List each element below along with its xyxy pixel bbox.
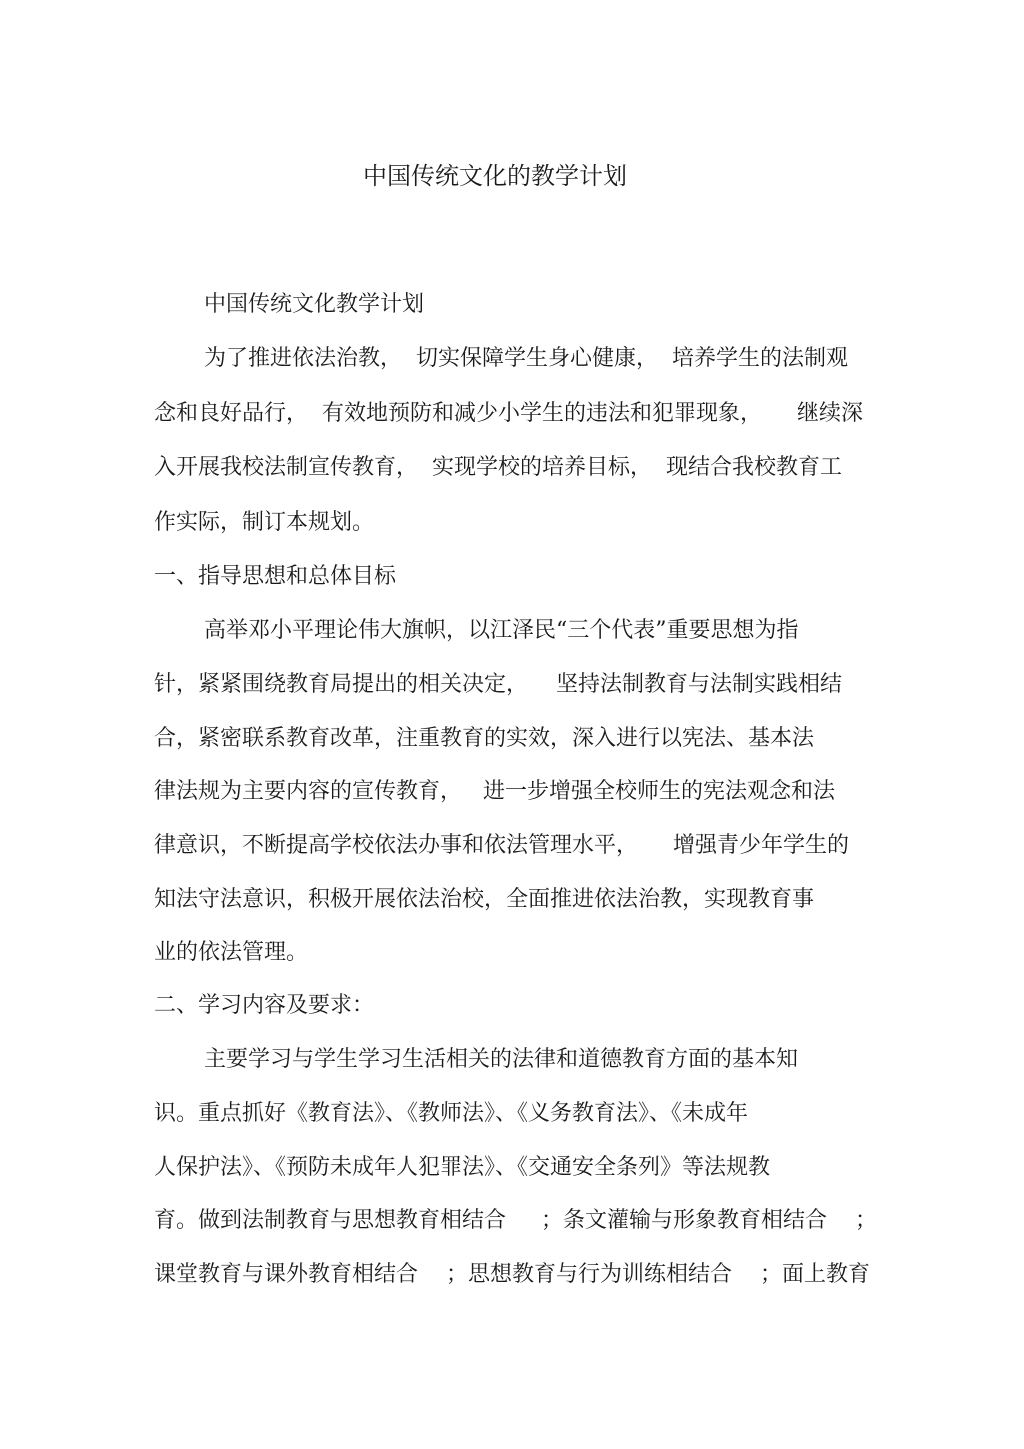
paragraph-line: 主要学习与学生学习生活相关的法律和道德教育方面的基本知	[204, 1047, 799, 1072]
paragraph-line: 知法守法意识，积极开展依法治校，全面推进依法治教，实现教育事	[154, 887, 815, 912]
paragraph-line: 育。做到法制教育与思想教育相结合 ；条文灌输与形象教育相结合 ；	[154, 1208, 877, 1233]
paragraph-line: 针，紧紧围绕教育局提出的相关决定， 坚持法制教育与法制实践相结	[154, 672, 842, 697]
document-subtitle: 中国传统文化教学计划	[204, 292, 425, 317]
paragraph-line: 业的依法管理。	[154, 940, 309, 965]
document-title: 中国传统文化的教学计划	[363, 162, 627, 190]
paragraph-line: 作实际，制订本规划。	[154, 510, 375, 535]
paragraph-line: 识。重点抓好《教育法》、《教师法》、《义务教育法》、《未成年	[154, 1101, 749, 1126]
paragraph-line: 律法规为主要内容的宣传教育， 进一步增强全校师生的宪法观念和法	[154, 779, 835, 804]
paragraph-line: 合，紧密联系教育改革，注重教育的实效，深入进行以宪法、基本法	[154, 726, 815, 751]
paragraph-line: 律意识，不断提高学校依法办事和依法管理水平， 增强青少年学生的	[154, 833, 849, 858]
paragraph-line: 人保护法》、《预防未成年人犯罪法》、《交通安全条列》等法规教	[154, 1155, 771, 1180]
paragraph-line: 课堂教育与课外教育相结合 ；思想教育与行为训练相结合 ；面上教育	[154, 1262, 870, 1287]
section-heading: 一、指导思想和总体目标	[154, 564, 397, 589]
paragraph-line: 为了推进依法治教， 切实保障学生身心健康， 培养学生的法制观	[204, 346, 848, 371]
section-heading: 二、学习内容及要求：	[154, 993, 375, 1018]
paragraph-line: 高举邓小平理论伟大旗帜，以江泽民“三个代表”重要思想为指	[204, 618, 799, 643]
paragraph-line: 入开展我校法制宣传教育， 实现学校的培养目标， 现结合我校教育工	[154, 455, 842, 480]
paragraph-line: 念和良好品行， 有效地预防和减少小学生的违法和犯罪现象， 继续深	[154, 401, 863, 426]
